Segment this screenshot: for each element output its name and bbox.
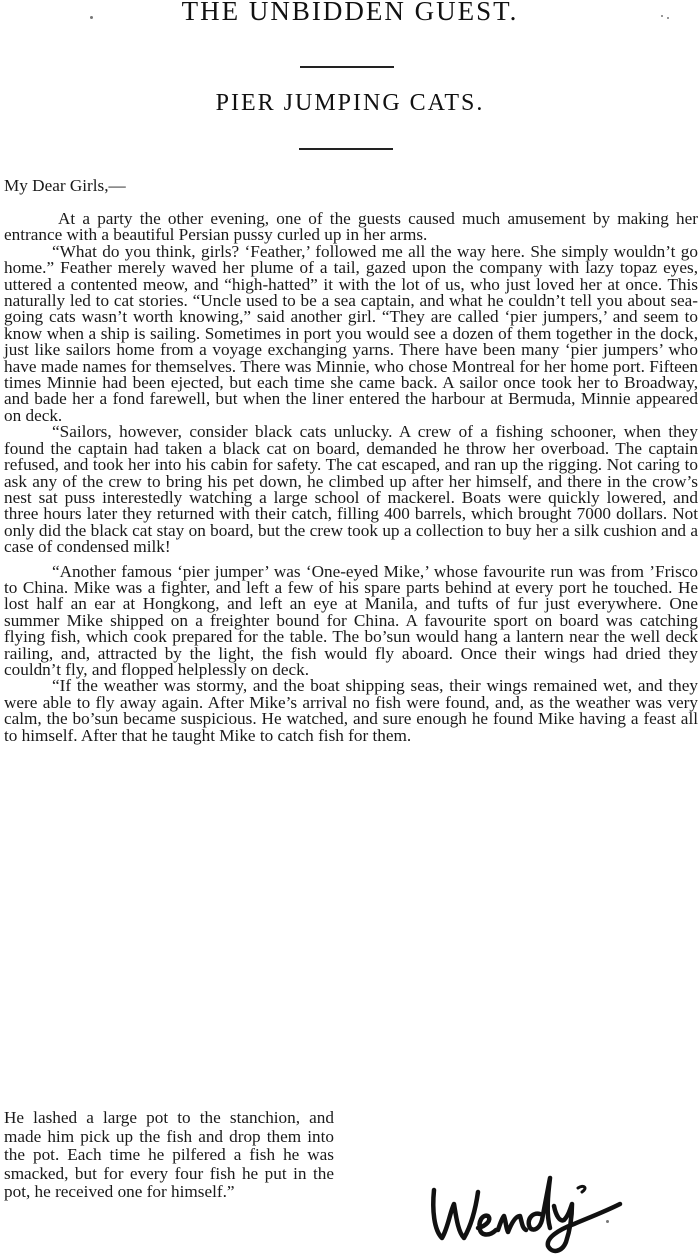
paragraph-1: At a party the other evening, one of the guests caused much amusement by making her entrance with a beautiful Persian pussy curled up in her arms. xyxy=(4,209,698,245)
wendy-signature xyxy=(428,1150,628,1260)
print-speck xyxy=(667,17,669,19)
article-title: PIER JUMPING CATS. xyxy=(215,90,485,116)
closing-paragraph: He lashed a large pot to the stanchion, and made him pick up the fish and drop them into the pot. Each time he pilfered a fish he was smacked, but for every four fish he put in the pot, he received one for himself.” xyxy=(4,1108,334,1202)
article-title-divider xyxy=(299,148,393,150)
paragraph-3: “Sailors, however, consider black cats unlucky. A crew of a fishing schooner, when they found the captain had taken a black cat on board, demanded he throw her overboad. The captain refused, and took her into his cabin for safety. The cat escaped, and ran up the rigging. Not caring to ask any of the crew to bring his pet down, he climbed up after her himself, and there in the crow’s nest sat puss interestedly watching a large school of mackerel. Boats were quickly lowered, and three hours later they returned with their catch, filling 400 barrels, which brought 7000 dollars. Not only did the black cat stay on board, but the crew took up a collection to buy her a silk cushion and a case of condensed milk! xyxy=(4,422,698,557)
paragraph-2: “What do you think, girls? ‘Feather,’ followed me all the way here. She simply wouldn’t go home.” Feather merely waved her plume of a tail, gazed upon the company with lazy topaz eyes, uttered a contented meow, and “high-hatted” it with the lot of us, who just loved her at once. This naturally led to cat stories. “Uncle used to be a sea captain, and what he couldn’t tell you about sea-going cats wasn’t worth knowing,” said another girl. “They are called ‘pier jumpers,’ and seem to know when a ship is sailing. Sometimes in port you would see a dozen of them together in the dock, just like sailors home from a voyage exchanging yarns. There have been many ‘pier jumpers’ who have made names for themselves. There was Minnie, who chose Montreal for her home port. Fifteen times Minnie had been ejected, but each time she came back. A sailor once took her to Broadway, and bade her a fond farewell, but when the liner entered the harbour at Bermuda, Minnie appeared on deck. xyxy=(4,241,698,425)
paragraph-5: “If the weather was stormy, and the boat shipping seas, their wings remained wet, and they were able to fly away again. After Mike’s arrival no fish were found, and, as the weather was very calm, the bo’sun became suspicious. He watched, and sure enough he found Mike having a feast all to himself. After that he taught Mike to catch fish for them. xyxy=(4,676,698,745)
paragraph-4: “Another famous ‘pier jumper’ was ‘One-eyed Mike,’ whose favourite run was from ’Frisco to China. Mike was a fighter, and left a few of his spare parts behind at every port he touched. He lost half an ear at Hongkong, and left an eye at Manila, and tufts of fur just everywhere. One summer Mike shipped on a freighter bound for China. A favourite sport on board was catching flying fish, which cook prepared for the table. The bo’sun would hang a lantern near the well deck railing, and, attracted by the light, the fish would fly aboard. Once their wings had dried they couldn’t fly, and flopped helplessly on deck. xyxy=(4,561,698,679)
letter-body xyxy=(4,176,698,744)
page-title: THE UNBIDDEN GUEST. xyxy=(181,0,519,26)
salutation: My Dear Girls,— xyxy=(4,176,126,195)
title-divider xyxy=(300,66,394,68)
print-speck xyxy=(90,16,93,19)
print-speck xyxy=(606,1220,609,1223)
print-speck xyxy=(661,15,663,17)
